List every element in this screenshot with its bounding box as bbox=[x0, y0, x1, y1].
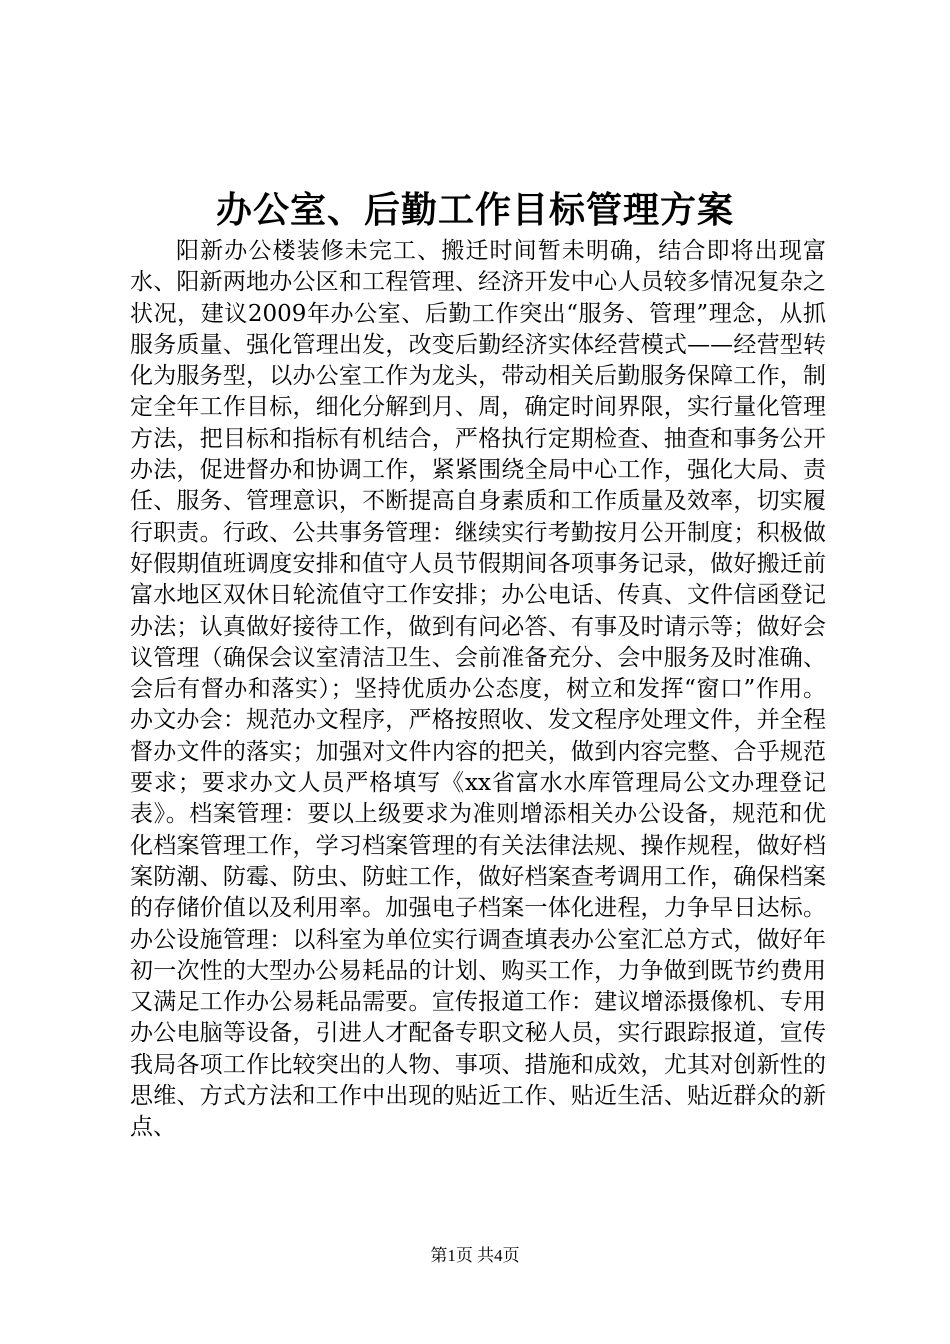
document-title: 办公室、后勤工作目标管理方案 bbox=[215, 189, 734, 231]
page-footer: 第1页 共4页 bbox=[430, 1246, 520, 1265]
document-body-paragraph: 阳新办公楼装修未完工、搬迁时间暂未明确，结合即将出现富水、阳新两地办公区和工程管理、经济开发中心人员较多情况复杂之状况，建议2009年办公室、后勤工作突出“服务、管理”理念，从抓服务质量、强化管理出发，改变后勤经济实体经营模式——经营型转化为服务型，以办公室工作为龙头，带动相关后勤服务保障工作，制定全年工作目标，细化分解到月、周，确定时间界限，实行量化管理方法，把目标和指标有机结合，严格执行定期检查、抽查和事务公开办法，促进督办和协调工作，紧紧围绕全局中心工作，强化大局、责任、服务、管理意识，不断提高自身素质和工作质量及效率，切实履行职责。行政、公共事务管理：继续实行考勤按月公开制度；积极做好假期值班调度安排和值守人员节假期间各项事务记录，做好搬迁前富水地区双休日轮流值守工作安排；办公电话、传真、文件信函登记办法；认真做好接待工作，做到有问必答、有事及时请示等；做好会议管理（确保会议室清洁卫生、会前准备充分、会中服务及时准确、会后有督办和落实）；坚持优质办公态度，树立和发挥“窗口”作用。办文办会：规范办文程序，严格按照收、发文程序处理文件，并全程督办文件的落实；加强对文件内容的把关，做到内容完整、合乎规范要求；要求办文人员严格填写《xx省富水水库管理局公文办理登记表》。档案管理：要以上级要求为准则增添相关办公设备，规范和优化档案管理工作，学习档案管理的有关法律法规、操作规程，做好档案防潮、防霉、防虫、防蛀工作，做好档案查考调用工作，确保档案的存储价值以及利用率。加强电子档案一体化进程，力争早日达标。办公设施管理：以科室为单位实行调查填表办公室汇总方式，做好年初一次性的大型办公易耗品的计划、购买工作，力争做到既节约费用又满足工作办公易耗品需要。宣传报道工作：建议增添摄像机、专用办公电脑等设备，引进人才配备专职文秘人员，实行跟踪报道，宣传我局各项工作比较突出的人物、事项、措施和成效，尤其对创新性的思维、方式方法和工作中出现的贴近工作、贴近生活、贴近群众的新点、 bbox=[130, 238, 826, 1141]
